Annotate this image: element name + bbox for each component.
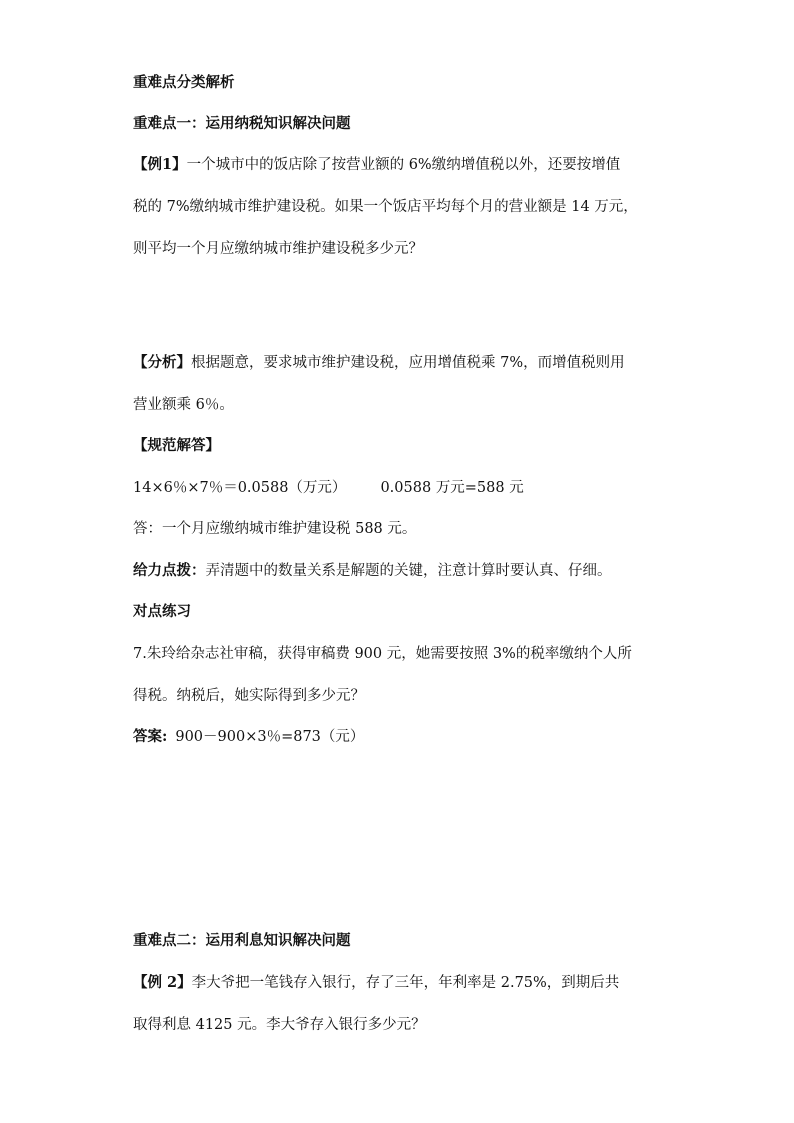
solution-label: 【规范解答】	[133, 437, 220, 454]
analysis-label: 【分析】	[133, 354, 191, 371]
example2-text-1: 李大爷把一笔钱存入银行，存了三年，年利率是 2.75%，到期后共	[191, 975, 620, 991]
analysis-line1	[133, 353, 625, 373]
solution-calc-2: 0.0588 万元=588 元	[380, 480, 524, 496]
solution-answer: 答：一个月应缴纳城市维护建设税 588 元。	[133, 521, 417, 537]
practice-answer-line	[133, 727, 364, 747]
analysis-text-1: 根据题意，要求城市维护建设税，应用增值税乘 7%，而增值税则用	[191, 355, 625, 371]
page-heading: 重难点分类解析	[133, 74, 235, 91]
practice-answer-text: 900－900×3％=873（元）	[175, 729, 365, 745]
section2-title: 重难点二：运用利息知识解决问题	[133, 932, 351, 949]
example1-line2: 税的 7%缴纳城市维护建设税。如果一个饭店平均每个月的营业额是 14 万元，	[133, 199, 638, 215]
tip-line	[133, 561, 612, 581]
section1-title: 重难点一：运用纳税知识解决问题	[133, 115, 351, 132]
example1-text-1: 一个城市中的饭店除了按营业额的 6%缴纳增值税以外，还要按增值	[186, 157, 621, 173]
example1-line3: 则平均一个月应缴纳城市维护建设税多少元？	[133, 241, 423, 257]
example2-line1	[133, 973, 619, 993]
analysis-line2: 营业额乘 6％。	[133, 397, 234, 413]
practice-title: 对点练习	[133, 603, 191, 620]
example2-line2: 取得利息 4125 元。李大爷存入银行多少元？	[133, 1017, 426, 1033]
example2-label: 【例 2】	[133, 974, 192, 991]
practice-question-line2: 得税。纳税后，她实际得到多少元？	[133, 688, 365, 704]
tip-text: 弄清题中的数量关系是解题的关键，注意计算时要认真、仔细。	[205, 563, 612, 579]
practice-question-line1: 7.朱玲给杂志社审稿，获得审稿费 900 元，她需要按照 3%的税率缴纳个人所	[133, 646, 632, 662]
solution-calc-1: 14×6％×7％＝0.0588（万元）	[133, 480, 347, 496]
example1-label: 【例1】	[133, 156, 187, 173]
solution-calc-line	[133, 478, 524, 498]
practice-answer-label: 答案:	[133, 728, 168, 745]
example1-line1	[133, 155, 620, 175]
tip-label: 给力点拨：	[133, 562, 206, 579]
